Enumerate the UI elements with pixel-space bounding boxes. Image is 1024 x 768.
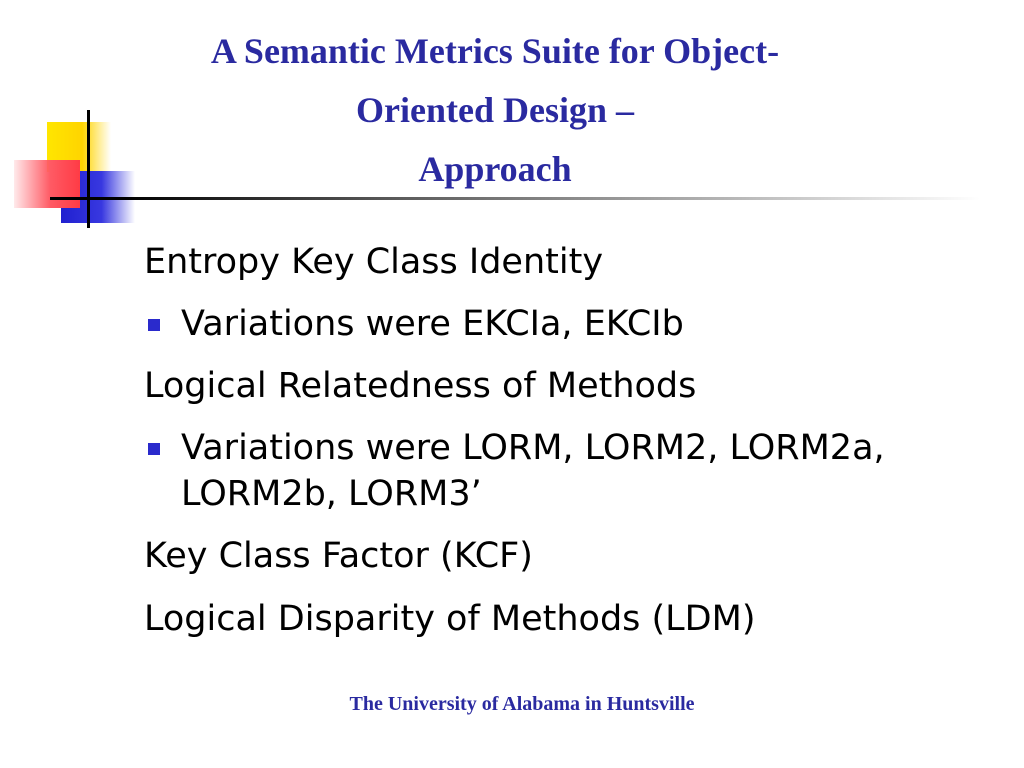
vertical-rule <box>87 110 90 228</box>
list-item-entropy <box>144 238 984 286</box>
slide-title <box>100 22 890 199</box>
list-item-text: Entropy Key Class Identity <box>144 242 604 282</box>
list-item-text: Variations were LORM, LORM2, LORM2a, LORM2b, LORM3’ <box>181 428 885 514</box>
list-item-key-class-factor <box>144 532 984 580</box>
title-line-1: A Semantic Metrics Suite for Object- <box>210 31 780 71</box>
title-line-3: Approach <box>418 149 572 189</box>
slide-footer: The University of Alabama in Huntsville <box>349 693 695 715</box>
list-item-logical-relatedness <box>144 362 984 410</box>
list-item-text: Key Class Factor (KCF) <box>144 536 533 576</box>
square-bullet-icon <box>148 319 160 331</box>
list-item-text: Logical Disparity of Methods (LDM) <box>144 599 756 639</box>
red-square-decoration <box>14 160 80 208</box>
list-item-text: Logical Relatedness of Methods <box>144 366 697 406</box>
sub-item-lorm-variations <box>144 425 984 517</box>
bullet-list <box>144 238 984 658</box>
list-item-text: Variations were EKCIa, EKCIb <box>181 304 684 344</box>
square-bullet-icon <box>148 443 160 455</box>
list-item-logical-disparity <box>144 595 984 643</box>
sub-item-ekci-variations <box>144 301 984 347</box>
title-line-2: Oriented Design – <box>356 90 634 130</box>
